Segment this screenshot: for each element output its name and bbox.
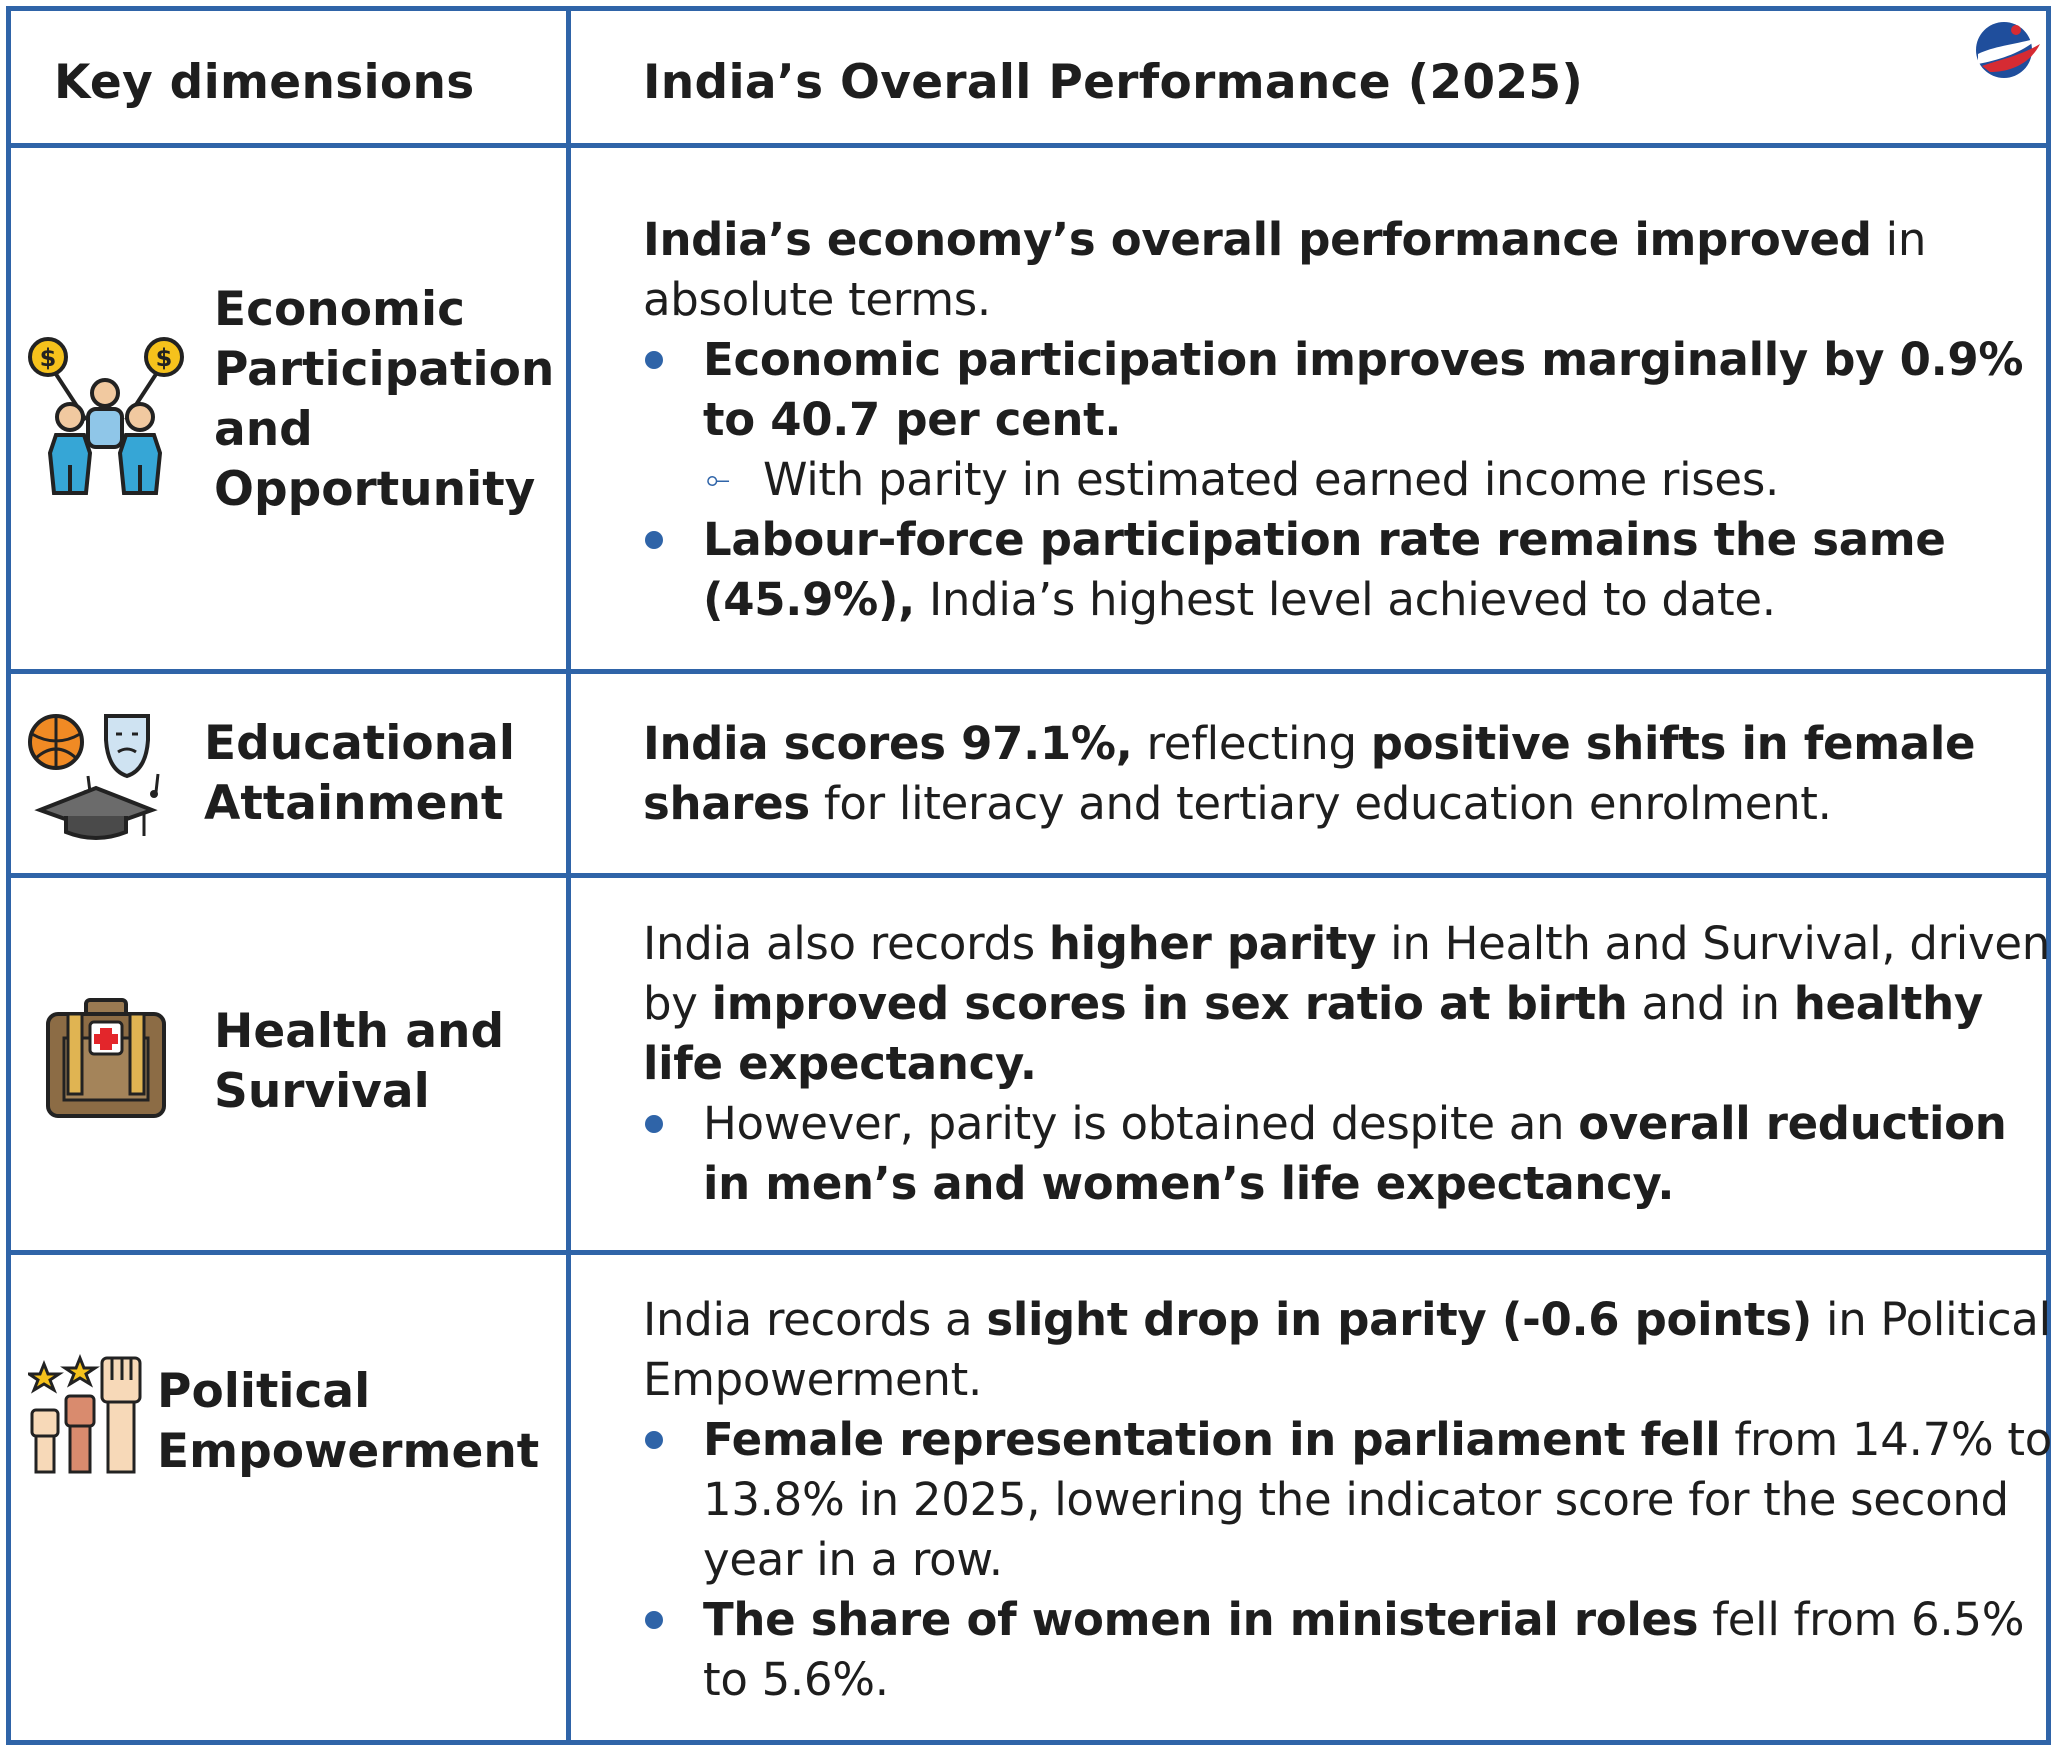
header-key-dimensions: Key dimensions xyxy=(54,55,475,110)
header-overall-performance: India’s Overall Performance (2025) xyxy=(643,55,1584,110)
row-divider xyxy=(6,669,2051,674)
column-divider xyxy=(566,6,571,1745)
summary-paragraph: India records a slight drop in parity (-0.6 points) in Political Empowerment. xyxy=(643,1293,2051,1406)
bullet-item: However, parity is obtained despite an overall reduction in men’s and women’s life expectancy. xyxy=(643,1094,2053,1214)
bullet-item: Labour-force participation rate remains the same (45.9%), India’s highest level achieved to date. xyxy=(643,510,2053,630)
bullet-icon xyxy=(645,1431,663,1449)
bullet-icon xyxy=(645,1115,663,1133)
people-celebrating-money-icon xyxy=(26,335,184,495)
row-divider xyxy=(6,1250,2051,1255)
bullet-icon xyxy=(645,531,663,549)
header-divider xyxy=(6,143,2051,148)
brand-logo xyxy=(1964,8,2046,90)
bullet-item: The share of women in ministerial roles fell from 6.5% to 5.6%. xyxy=(643,1590,2053,1710)
svg-text:$: $ xyxy=(155,344,173,372)
sub-bullet-item: ⟜ With parity in estimated earned income rises. xyxy=(643,450,2053,510)
row-education-content xyxy=(643,714,2053,834)
svg-text:$: $ xyxy=(39,344,57,372)
dimension-label-political: Political Empowerment xyxy=(157,1364,540,1479)
summary-paragraph: India scores 97.1%, reflecting positive shifts in female shares for literacy and tertiary education enrolment. xyxy=(643,717,1976,830)
bullet-item: Economic participation improves marginally by 0.9% to 40.7 per cent. xyxy=(643,330,2053,450)
row-political-content xyxy=(643,1290,2053,1710)
row-economic-content xyxy=(643,210,2053,630)
raised-fists-icon xyxy=(28,1354,146,1474)
arrow-circle-icon: ⟜ xyxy=(706,462,730,497)
dimension-label-education: Educational Attainment xyxy=(204,716,515,831)
summary-paragraph: India’s economy’s overall performance improved in absolute terms. xyxy=(643,213,1927,326)
bullet-item: Female representation in parliament fell from 14.7% to 13.8% in 2025, lowering the indicator score for the second year in a row. xyxy=(643,1410,2053,1590)
medical-kit-icon xyxy=(44,998,168,1120)
education-graduation-icon xyxy=(26,712,164,842)
dimension-label-health: Health and Survival xyxy=(214,1004,505,1119)
dimension-label-economic: Economic Participation and Opportunity xyxy=(214,282,555,517)
row-divider xyxy=(6,873,2051,878)
summary-paragraph: India also records higher parity in Health and Survival, driven by improved scores in sex ratio at birth and in healthy life expectancy. xyxy=(643,917,2050,1090)
bullet-icon xyxy=(645,1611,663,1629)
bullet-icon xyxy=(645,351,663,369)
row-health-content xyxy=(643,914,2053,1214)
